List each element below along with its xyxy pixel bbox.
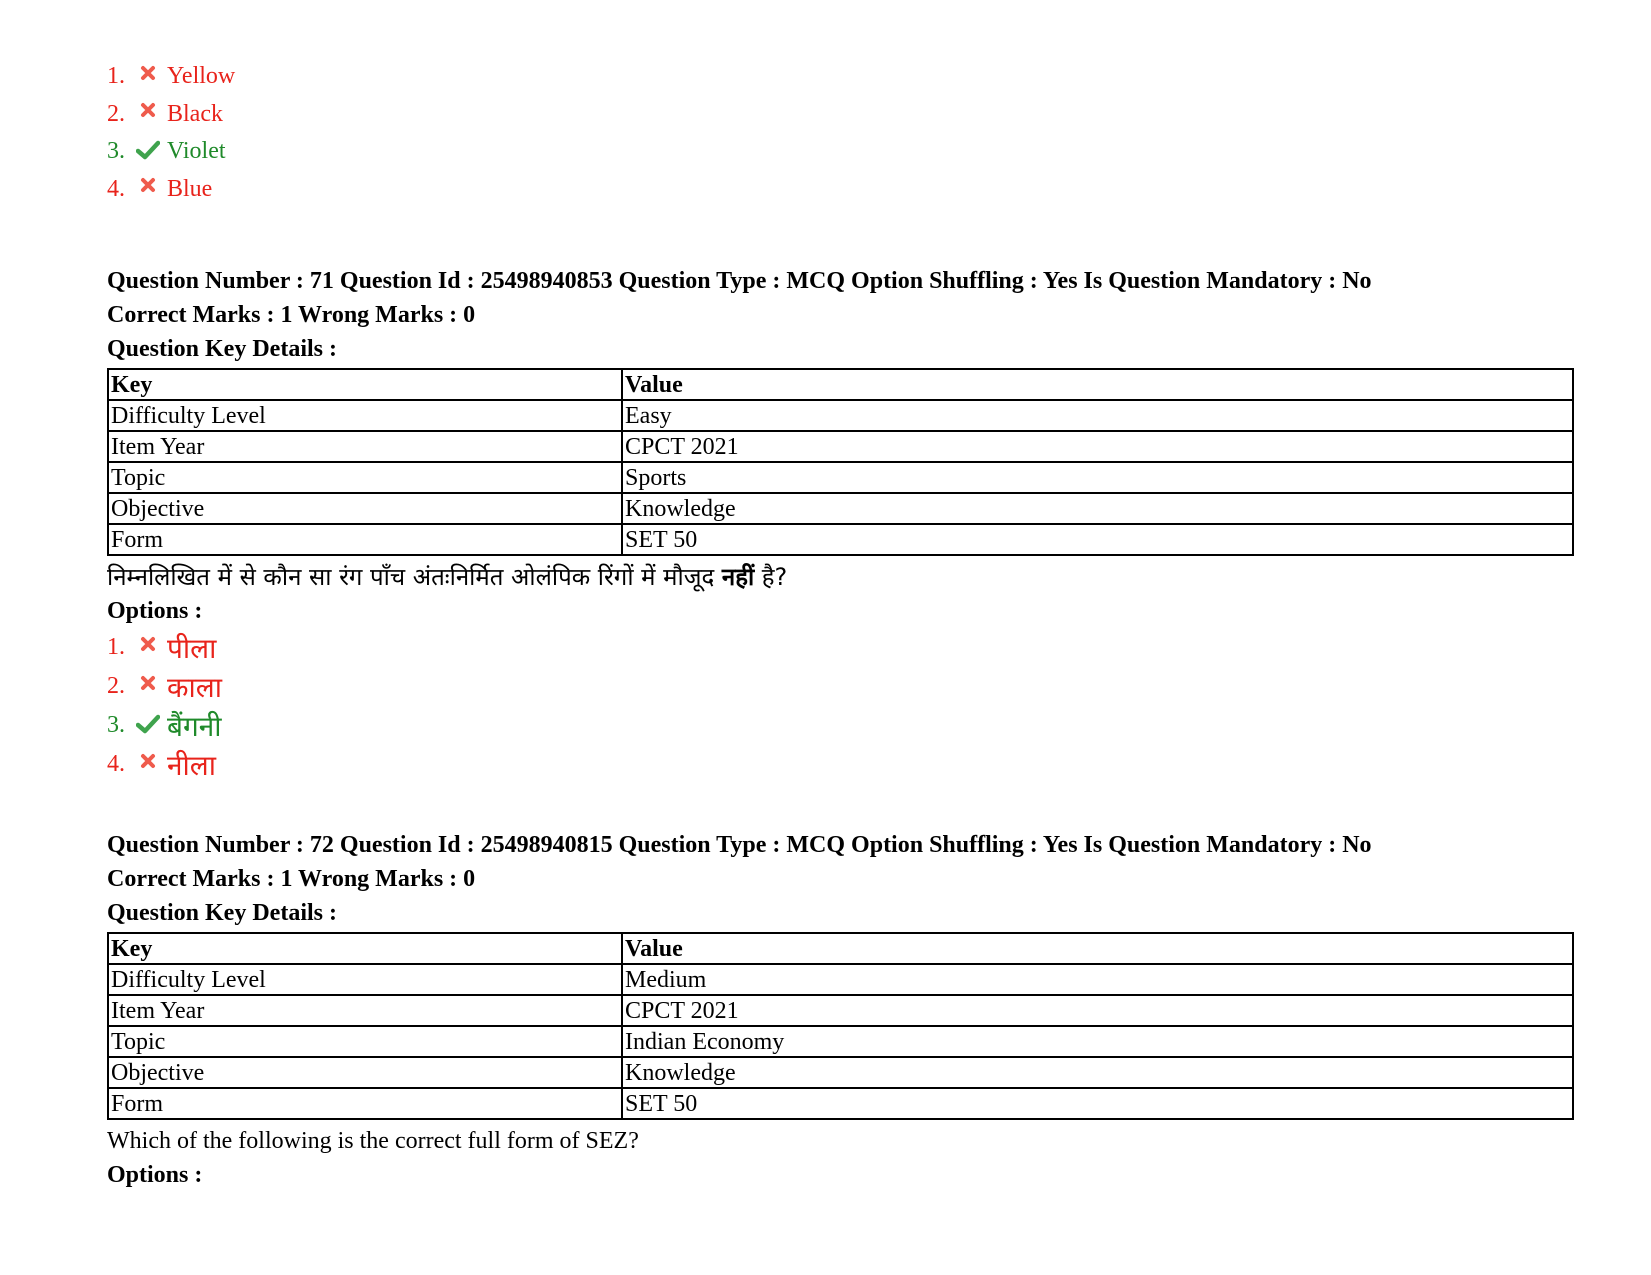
option-text: बैंगनी: [167, 709, 222, 743]
option-item: [107, 171, 1577, 209]
question-text-start: निम्नलिखित में से कौन सा रंग पाँच अंतःनिर्मित ओलंपिक रिंगों में मौजूद: [107, 563, 722, 591]
table-cell-key: Topic: [108, 462, 622, 493]
table-row: [108, 462, 1573, 493]
question-72: [107, 828, 1577, 1192]
marks-line: Correct Marks : 1 Wrong Marks : 0: [107, 302, 476, 328]
table-cell-key: Form: [108, 524, 622, 555]
table-cell-key: Topic: [108, 1026, 622, 1057]
cross-icon: [135, 65, 161, 89]
table-cell-key: Difficulty Level: [108, 964, 622, 995]
question-71: [107, 264, 1577, 784]
column-header-key: Key: [108, 369, 622, 400]
marks-line: Correct Marks : 1 Wrong Marks : 0: [107, 866, 476, 892]
question-text-emphasis: नहीं: [721, 563, 755, 591]
option-text: पीला: [167, 631, 217, 665]
prev-options-list: [107, 58, 1577, 208]
option-text: Yellow: [167, 63, 236, 90]
table-row: [108, 1088, 1573, 1119]
check-icon: [135, 140, 161, 164]
table-row: [108, 964, 1573, 995]
option-item: [107, 706, 1577, 745]
cross-icon: [135, 636, 161, 660]
option-number: 3.: [107, 712, 125, 738]
option-item: [107, 96, 1577, 134]
table-row: [108, 400, 1573, 431]
table-cell-value: Medium: [622, 964, 1573, 995]
table-row: [108, 431, 1573, 462]
option-text: Black: [167, 100, 223, 127]
option-number: 1.: [107, 634, 125, 660]
table-cell-value: CPCT 2021: [622, 431, 1573, 462]
option-number: 4.: [107, 175, 125, 202]
table-header-row: [108, 369, 1573, 400]
table-cell-value: Knowledge: [622, 1057, 1573, 1088]
option-number: 3.: [107, 138, 125, 165]
table-cell-value: Indian Economy: [622, 1026, 1573, 1057]
table-cell-value: Knowledge: [622, 493, 1573, 524]
option-item: [107, 133, 1577, 171]
question-text: Which of the following is the correct full form of SEZ?: [107, 1128, 639, 1154]
key-details-label: Question Key Details :: [107, 336, 337, 362]
table-cell-value: SET 50: [622, 1088, 1573, 1119]
question-header: Question Number : 72 Question Id : 25498940815 Question Type : MCQ Option Shuffling : Yes Is Question Mandatory : No: [107, 832, 1372, 858]
exam-page: [107, 58, 1577, 1192]
options-label: Options :: [107, 1162, 203, 1188]
cross-icon: [135, 102, 161, 126]
question-text: [107, 560, 1577, 594]
table-row: [108, 1057, 1573, 1088]
option-number: 2.: [107, 100, 125, 127]
option-text: नीला: [167, 748, 217, 782]
table-row: [108, 1026, 1573, 1057]
option-number: 2.: [107, 673, 125, 699]
option-item: [107, 745, 1577, 784]
option-item: [107, 58, 1577, 96]
cross-icon: [135, 177, 161, 201]
table-row: [108, 995, 1573, 1026]
table-cell-value: Sports: [622, 462, 1573, 493]
question-header: Question Number : 71 Question Id : 25498940853 Question Type : MCQ Option Shuffling : Yes Is Question Mandatory : No: [107, 268, 1372, 294]
options-label: Options :: [107, 598, 203, 624]
table-row: [108, 493, 1573, 524]
table-cell-key: Objective: [108, 493, 622, 524]
options-list: [107, 628, 1577, 784]
key-details-table: [107, 368, 1574, 556]
table-row: [108, 524, 1573, 555]
key-details-label: Question Key Details :: [107, 900, 337, 926]
option-text: काला: [167, 670, 222, 704]
column-header-key: Key: [108, 933, 622, 964]
table-cell-key: Form: [108, 1088, 622, 1119]
table-cell-key: Item Year: [108, 431, 622, 462]
cross-icon: [135, 675, 161, 699]
option-number: 4.: [107, 751, 125, 777]
table-cell-value: SET 50: [622, 524, 1573, 555]
check-icon: [135, 714, 161, 738]
question-text-end: है?: [754, 563, 788, 591]
option-text: Violet: [167, 138, 226, 165]
column-header-value: Value: [622, 933, 1573, 964]
table-cell-key: Difficulty Level: [108, 400, 622, 431]
option-item: [107, 667, 1577, 706]
column-header-value: Value: [622, 369, 1573, 400]
option-item: [107, 628, 1577, 667]
table-cell-value: Easy: [622, 400, 1573, 431]
table-cell-value: CPCT 2021: [622, 995, 1573, 1026]
table-cell-key: Item Year: [108, 995, 622, 1026]
cross-icon: [135, 753, 161, 777]
option-text: Blue: [167, 175, 213, 202]
option-number: 1.: [107, 63, 125, 90]
key-details-table: [107, 932, 1574, 1120]
table-header-row: [108, 933, 1573, 964]
table-cell-key: Objective: [108, 1057, 622, 1088]
